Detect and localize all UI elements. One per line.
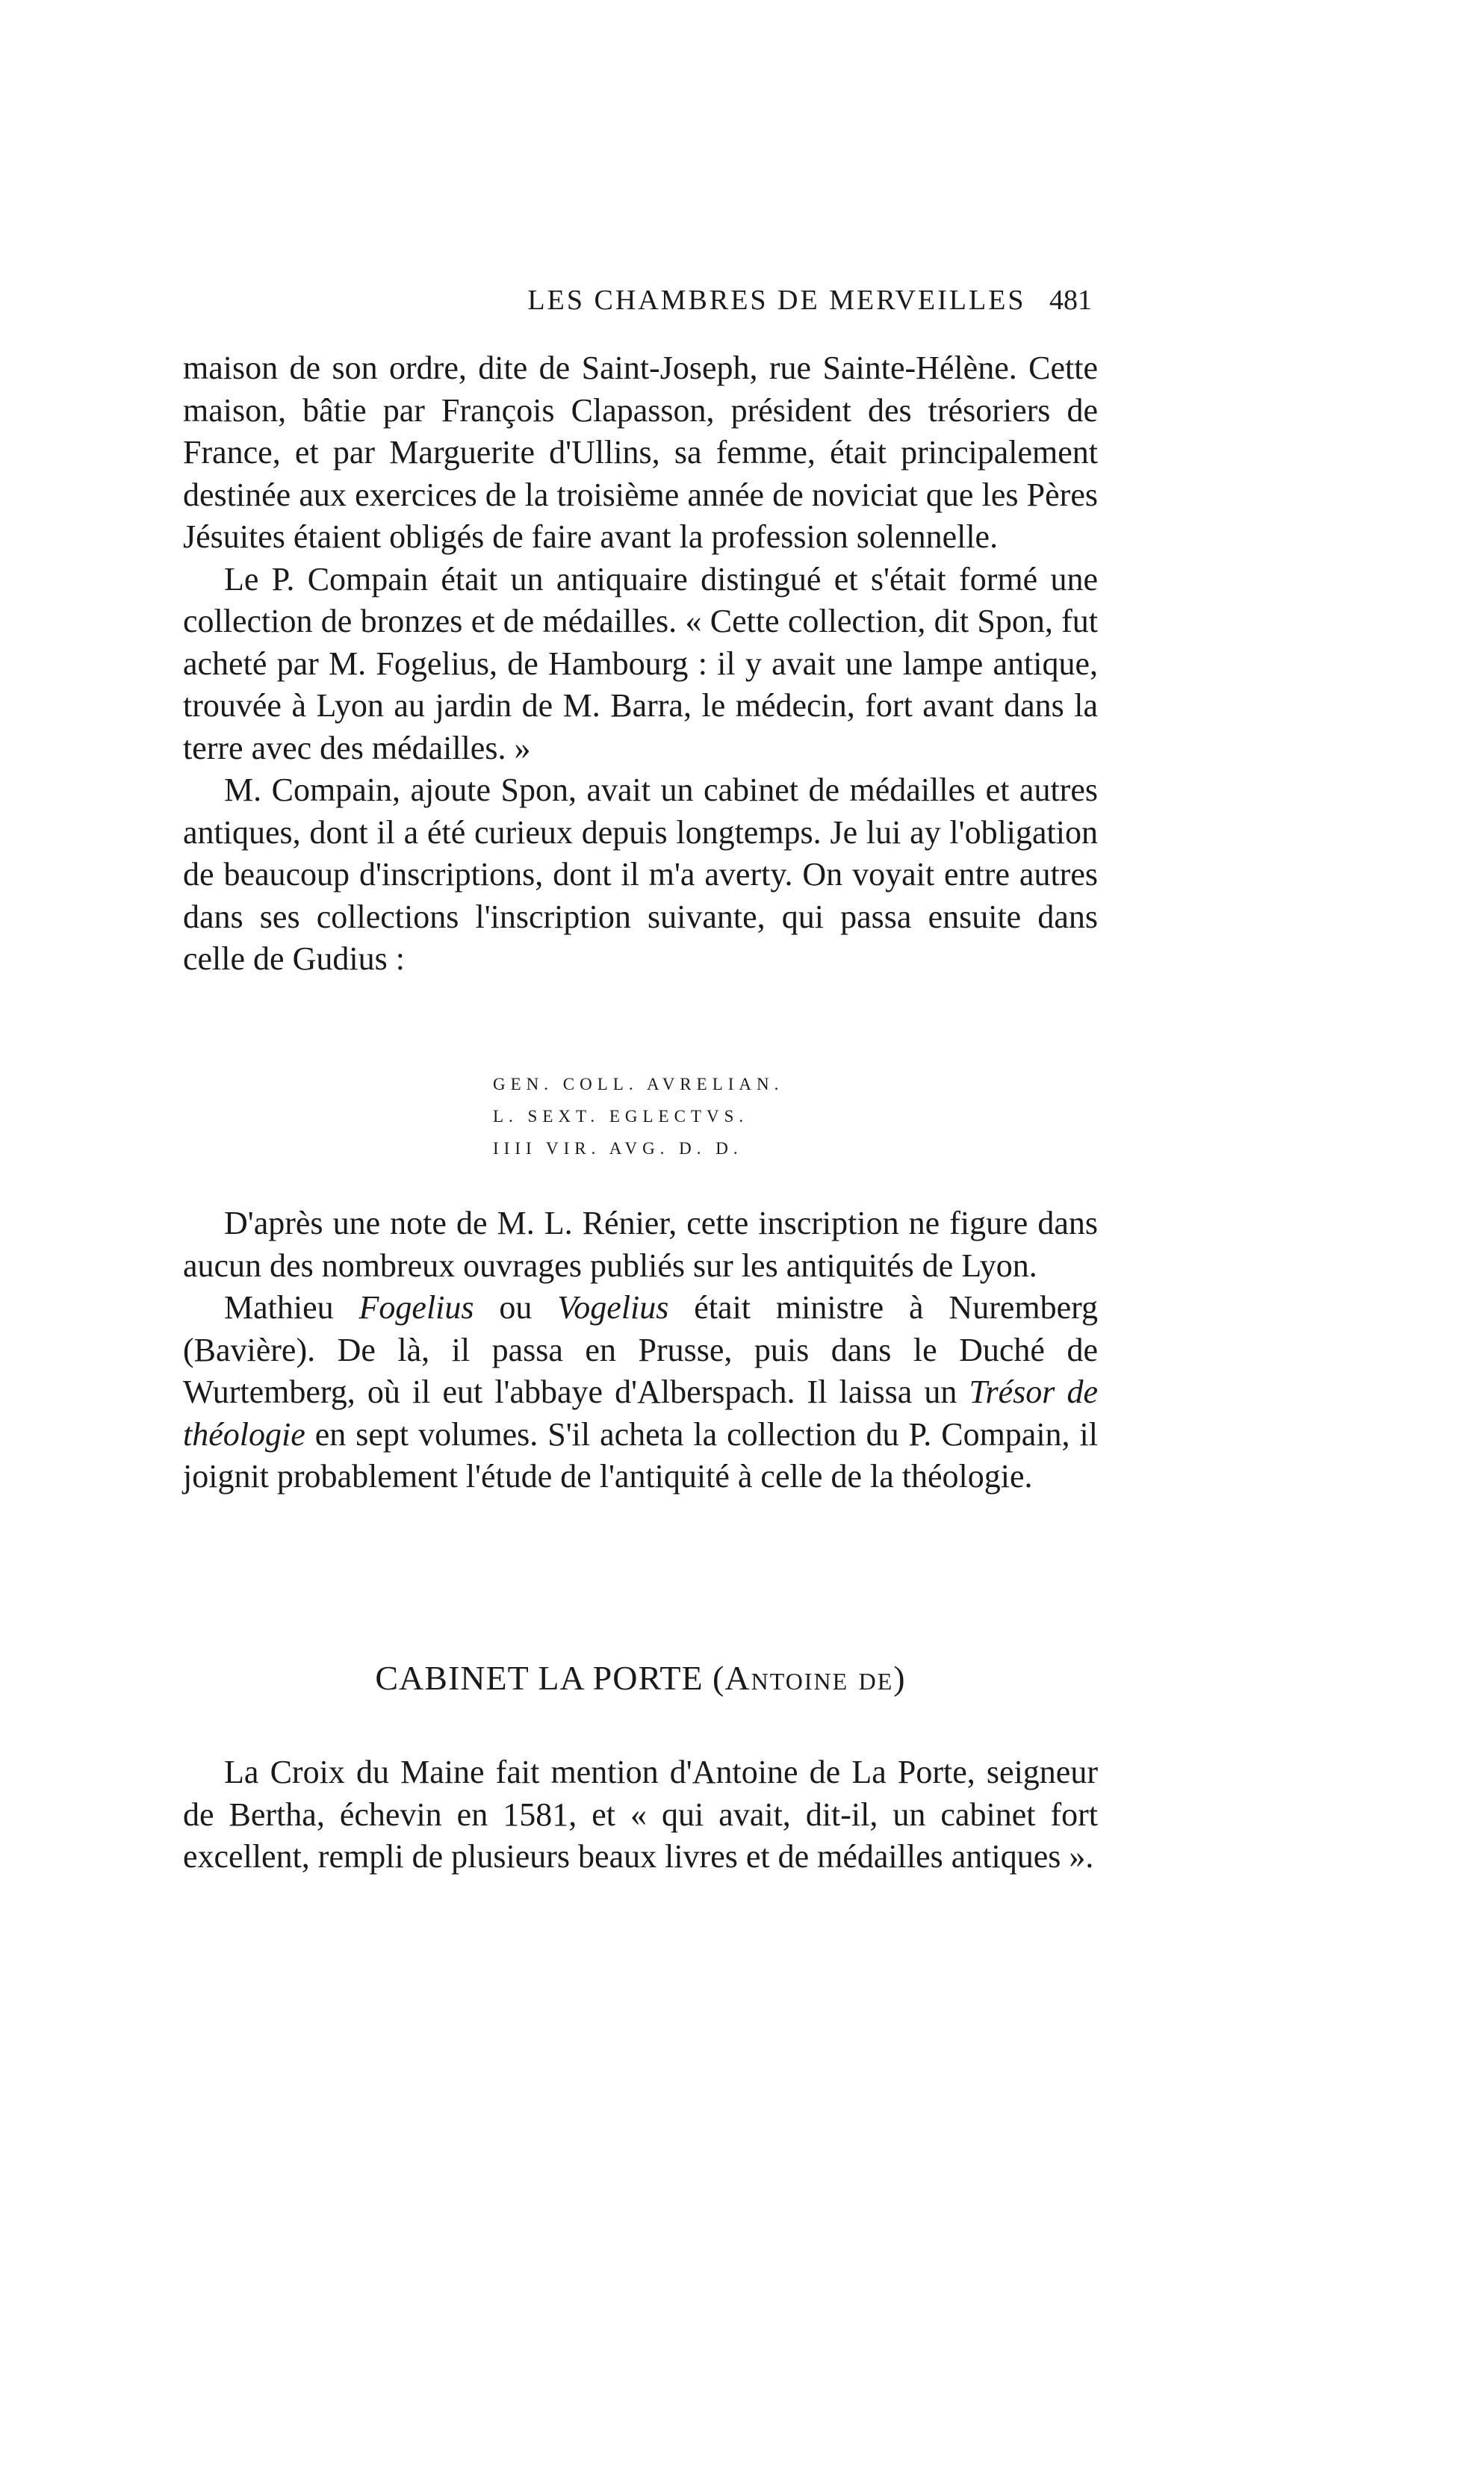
page-number: 481 [1049,285,1092,316]
paragraph-compain-collection: Le P. Compain était un antiquaire distingué et s'était formé une collection de bronzes et de médailles. « Cette collection, dit Spon, fut acheté par M. Fogelius, de Hambourg : il y avait une lampe antique, trouvée à Lyon au jardin de M. Barra, le médecin, fort avant dans la terre avec des médailles. » [183,560,1098,766]
inscription-line: IIII VIR. AVG. D. D. [493,1139,743,1158]
latin-inscription [493,1068,783,1164]
paragraph-fogelius: Mathieu Fogelius ou Vogelius était ministre à Nuremberg (Bavière). De là, il passa en Prusse, puis dans le Duché de Wurtemberg, où il eut l'abbaye d'Alberspach. Il laissa un Trésor de théologie en sept volumes. S'il acheta la collection du P. Compain, il joignit probablement l'étude de l'antiquité à celle de la théologie. [183,1289,1098,1495]
paragraph-spon-quote: M. Compain, ajoute Spon, avait un cabinet de médailles et autres antiques, dont il a été curieux depuis longtemps. Je lui ay l'obligation de beaucoup d'inscriptions, dont il m'a averty. On voyait entre autres dans ses collections l'inscription suivante, qui passa ensuite dans celle de Gudius : [183,772,1098,977]
paragraph-la-porte: La Croix du Maine fait mention d'Antoine de La Porte, seigneur de Bertha, échevin en 1581, et « qui avait, dit-il, un cabinet fort excellent, rempli de plusieurs beaux livres et de médailles antiques ». [183,1754,1098,1875]
running-title: LES CHAMBRES DE MERVEILLES [527,285,1026,316]
text-block-middle [183,1203,1098,1498]
paragraph-renier-note: D'après une note de M. L. Rénier, cette inscription ne figure dans aucun des nombreux ouvrages publiés sur les antiquités de Lyon. [183,1205,1098,1284]
inscription-line: L. SEXT. EGLECTVS. [493,1107,749,1126]
text-block-upper [183,347,1098,981]
section-heading: CABINET LA PORTE (Antoine de) [375,1659,906,1697]
italic-book-title: Trésor de théologie [183,1374,1098,1453]
paragraph-continuation: maison de son ordre, dite de Saint-Joseph, rue Sainte-Hélène. Cette maison, bâtie par François Clapasson, président des trésoriers de France, et par Marguerite d'Ullins, sa femme, était principalement destinée aux exercices de la troisième année de noviciat que les Pères Jésuites étaient obligés de faire avant la profession solennelle. [183,350,1098,555]
inscription-line: GEN. COLL. AVRELIAN. [493,1075,784,1093]
italic-name: Fogelius [358,1289,474,1326]
text-block-lower [183,1751,1098,1878]
italic-name: Vogelius [557,1289,669,1326]
